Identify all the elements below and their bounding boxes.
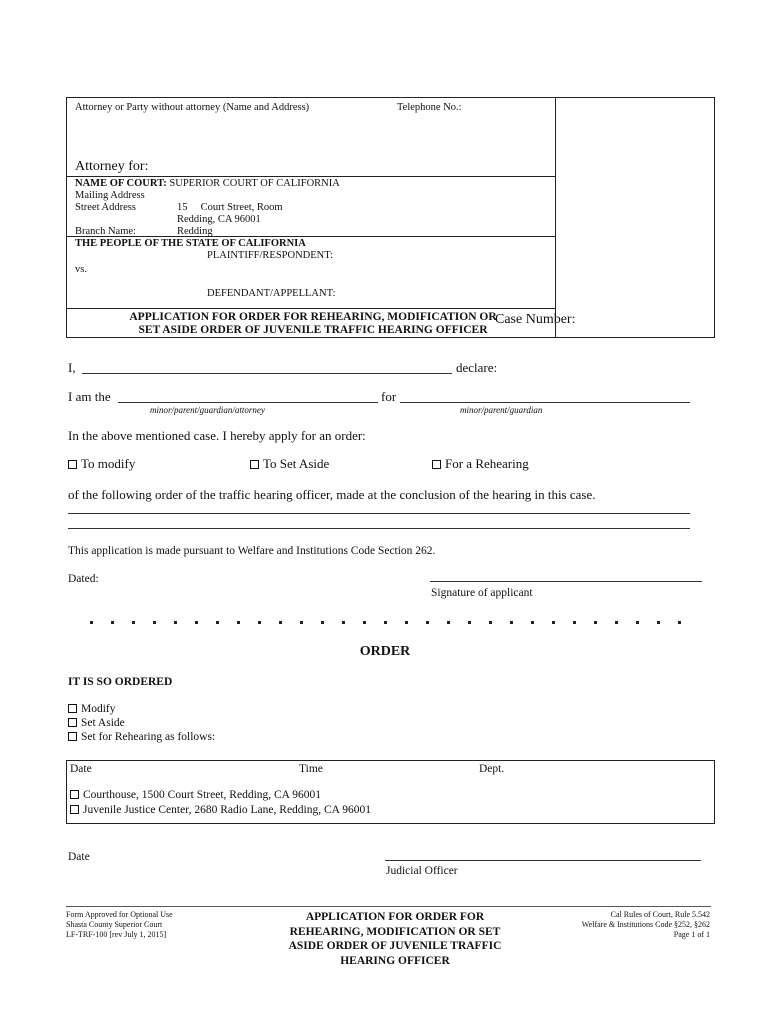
option-label: Modify bbox=[81, 703, 116, 715]
court-name-row bbox=[75, 178, 340, 190]
separator-dot bbox=[510, 621, 513, 624]
for-word: for bbox=[381, 389, 397, 404]
caption-rule bbox=[67, 236, 555, 237]
checkbox-icon[interactable] bbox=[68, 732, 77, 741]
city-value: Redding, CA 96001 bbox=[177, 214, 261, 225]
street-label: Street Address bbox=[75, 202, 136, 213]
checkbox-icon[interactable] bbox=[250, 460, 259, 469]
separator-dot bbox=[237, 621, 240, 624]
rehearing-date-label: Date bbox=[70, 763, 92, 775]
form-title-line: SET ASIDE ORDER OF JUVENILE TRAFFIC HEARING OFFICER bbox=[138, 324, 488, 336]
declare-label: declare: bbox=[456, 360, 498, 375]
location-label: Courthouse, 1500 Court Street, Redding, CA 96001 bbox=[83, 789, 321, 801]
judicial-officer-label: Judicial Officer bbox=[386, 865, 458, 877]
separator-dot bbox=[405, 621, 408, 624]
option-modify[interactable] bbox=[68, 456, 135, 472]
caption-minor: minor/parent/guardian bbox=[460, 405, 543, 415]
separator-dot bbox=[153, 621, 156, 624]
people-label: THE PEOPLE OF THE STATE OF CALIFORNIA bbox=[75, 238, 306, 249]
separator-dot bbox=[258, 621, 261, 624]
attorney-label: Attorney or Party without attorney (Name and Address) bbox=[75, 102, 310, 113]
plaintiff-label: PLAINTIFF/RESPONDENT: bbox=[207, 250, 334, 261]
checkbox-icon[interactable] bbox=[68, 718, 77, 727]
separator-dot bbox=[657, 621, 660, 624]
pursuant-text: This application is made pursuant to Welfare and Institutions Code Section 262. bbox=[68, 545, 436, 557]
separator-dot bbox=[426, 621, 429, 624]
separator-dot bbox=[384, 621, 387, 624]
checkbox-icon[interactable] bbox=[68, 460, 77, 469]
branch-value: Redding bbox=[177, 226, 213, 237]
caption-rule bbox=[67, 308, 555, 309]
footer-title-line: ASIDE ORDER OF JUVENILE TRAFFIC bbox=[288, 940, 502, 952]
caption-rule bbox=[67, 176, 555, 177]
footer-right-line: Welfare & Institutions Code §252, §262 bbox=[581, 920, 710, 929]
case-number-label: Case Number: bbox=[495, 312, 576, 327]
separator-dot bbox=[216, 621, 219, 624]
separator-dot bbox=[195, 621, 198, 624]
caption-divider bbox=[555, 98, 556, 338]
judicial-signature-field[interactable] bbox=[385, 860, 701, 861]
option-label: For a Rehearing bbox=[445, 456, 529, 471]
apply-text: In the above mentioned case. I hereby apply for an order: bbox=[68, 428, 366, 443]
option-label: To Set Aside bbox=[263, 456, 330, 471]
option-set-aside[interactable] bbox=[250, 456, 329, 472]
signature-label: Signature of applicant bbox=[431, 587, 533, 599]
mailing-label: Mailing Address bbox=[75, 190, 145, 201]
caption-relationship: minor/parent/guardian/attorney bbox=[150, 405, 265, 415]
minor-field[interactable] bbox=[400, 402, 690, 403]
signature-field[interactable] bbox=[430, 581, 702, 582]
separator-dot bbox=[174, 621, 177, 624]
separator-dot bbox=[552, 621, 555, 624]
footer-left-line: Form Approved for Optional Use bbox=[66, 910, 173, 919]
footer-left bbox=[66, 910, 173, 940]
option-label: Set for Rehearing as follows: bbox=[81, 731, 216, 743]
separator-dot bbox=[468, 621, 471, 624]
branch-label: Branch Name: bbox=[75, 226, 136, 237]
court-name: SUPERIOR COURT OF CALIFORNIA bbox=[169, 178, 340, 189]
separator-dot bbox=[279, 621, 282, 624]
separator-dot bbox=[321, 621, 324, 624]
footer-title-line: REHEARING, MODIFICATION OR SET bbox=[289, 925, 501, 938]
separator-dot bbox=[363, 621, 366, 624]
form-title-line: APPLICATION FOR ORDER FOR REHEARING, MODIFICATION OR bbox=[129, 311, 497, 323]
separator-dot bbox=[111, 621, 114, 624]
order-set-rehearing[interactable] bbox=[68, 731, 215, 743]
location-label: Juvenile Justice Center, 2680 Radio Lane, Redding, CA 96001 bbox=[83, 804, 371, 816]
i-am-the: I am the bbox=[68, 389, 111, 404]
location-juvenile[interactable] bbox=[70, 804, 371, 816]
footer-left-line: Shasta County Superior Court bbox=[66, 920, 163, 929]
footer-title-line: APPLICATION FOR ORDER FOR bbox=[305, 911, 485, 923]
i-prefix: I, bbox=[68, 360, 76, 375]
rehearing-dept-label: Dept. bbox=[479, 763, 505, 775]
option-rehearing[interactable] bbox=[432, 456, 529, 472]
footer-rule bbox=[66, 906, 711, 907]
separator-dot bbox=[300, 621, 303, 624]
footer-right bbox=[582, 910, 710, 940]
following-text: of the following order of the traffic hearing officer, made at the conclusion of the hearing in this case. bbox=[68, 487, 596, 502]
separator-dot bbox=[615, 621, 618, 624]
footer-title-line: HEARING OFFICER bbox=[340, 954, 450, 967]
dated-label: Dated: bbox=[68, 573, 99, 585]
separator-dot bbox=[132, 621, 135, 624]
option-label: Set Aside bbox=[81, 717, 125, 729]
separator-dot bbox=[90, 621, 93, 624]
separator-dot bbox=[447, 621, 450, 624]
footer-title bbox=[260, 910, 530, 968]
checkbox-icon[interactable] bbox=[70, 790, 79, 799]
vs-label: vs. bbox=[75, 264, 87, 275]
option-label: To modify bbox=[81, 456, 136, 471]
checkbox-icon[interactable] bbox=[68, 704, 77, 713]
street-value: 15 Court Street, Room bbox=[177, 202, 283, 213]
footer-left-line: LF-TRF-100 [rev July 1, 2015] bbox=[66, 930, 167, 939]
order-description-line-1[interactable] bbox=[68, 513, 690, 514]
court-name-label: NAME OF COURT: bbox=[75, 178, 167, 189]
order-title: ORDER bbox=[359, 644, 411, 659]
checkbox-icon[interactable] bbox=[432, 460, 441, 469]
order-date-label: Date bbox=[68, 851, 90, 863]
order-set-aside[interactable] bbox=[68, 717, 125, 729]
declarant-name-field[interactable] bbox=[82, 373, 452, 374]
attorney-for: Attorney for: bbox=[75, 159, 149, 174]
form-title bbox=[75, 311, 551, 337]
separator-dot bbox=[636, 621, 639, 624]
telephone-label: Telephone No.: bbox=[397, 102, 462, 113]
rehearing-time-label: Time bbox=[299, 763, 323, 775]
footer-right-line: Cal Rules of Court, Rule 5.542 bbox=[610, 910, 710, 919]
footer-right-line: Page 1 of 1 bbox=[673, 930, 710, 939]
separator-dot bbox=[573, 621, 576, 624]
separator-dot bbox=[489, 621, 492, 624]
caption-box bbox=[66, 97, 715, 338]
separator-dot bbox=[678, 621, 681, 624]
order-description-line-2[interactable] bbox=[68, 528, 690, 529]
separator-dot bbox=[342, 621, 345, 624]
checkbox-icon[interactable] bbox=[70, 805, 79, 814]
relationship-field[interactable] bbox=[118, 402, 378, 403]
separator-dot bbox=[531, 621, 534, 624]
order-modify[interactable] bbox=[68, 703, 116, 715]
rehearing-box bbox=[66, 760, 715, 824]
separator-dot bbox=[594, 621, 597, 624]
defendant-label: DEFENDANT/APPELLANT: bbox=[207, 288, 336, 299]
ordered-label: IT IS SO ORDERED bbox=[68, 676, 173, 688]
location-courthouse[interactable] bbox=[70, 789, 321, 801]
